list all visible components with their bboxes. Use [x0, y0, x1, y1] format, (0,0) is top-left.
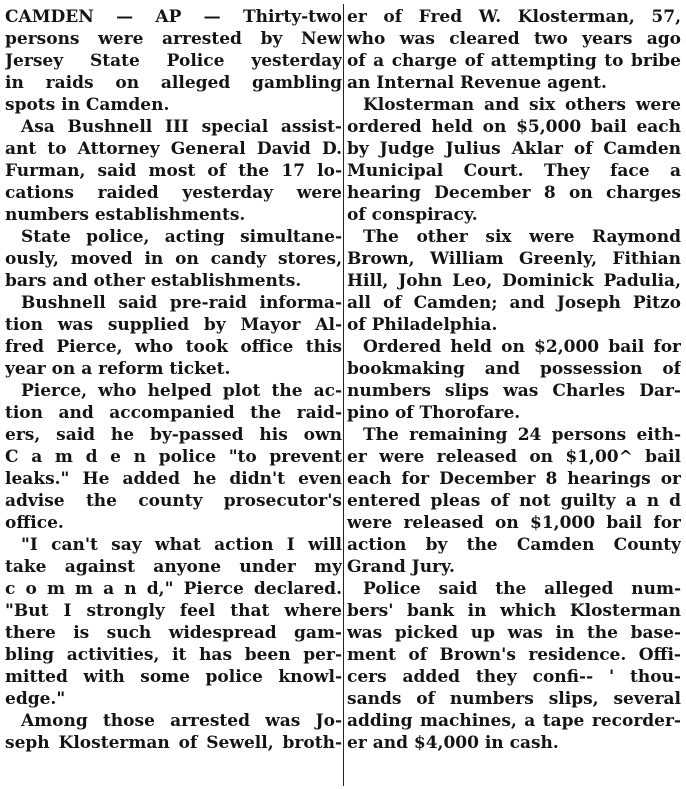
left-column [5, 6, 342, 754]
text-line: bling activities, it has been per- [5, 645, 342, 665]
text-line: Grand Jury. [347, 557, 455, 577]
text-line: all of Camden; and Joseph Pitzo [347, 293, 681, 313]
text-line: leaks." He added he didn't even [5, 469, 342, 489]
text-line: seph Klosterman of Sewell, broth- [5, 733, 342, 753]
text-line: "I can't say what action I will [21, 535, 342, 555]
text-line: by Judge Julius Aklar of Camden [347, 139, 681, 159]
text-line: Klosterman and six others were [363, 95, 681, 115]
text-line: in raids on alleged gambling [5, 73, 342, 93]
text-line: C a m d e n police "to prevent [5, 447, 342, 467]
text-line: Bushnell said pre-raid informa- [21, 293, 342, 313]
text-line: numbers slips was Charles Dar- [347, 381, 681, 401]
text-line: Ordered held on $2,000 bail for [363, 337, 681, 357]
text-line: ant to Attorney General David D. [5, 139, 342, 159]
right-column [347, 6, 681, 754]
text-line: of Philadelphia. [347, 315, 498, 335]
text-line: Among those arrested was Jo- [21, 711, 342, 731]
text-line: The remaining 24 persons eith- [363, 425, 681, 445]
text-line: tion was supplied by Mayor Al- [5, 315, 342, 335]
text-line: take against anyone under my [5, 557, 342, 577]
text-line: who was cleared two years ago [347, 29, 681, 49]
text-line: hearing December 8 on charges [347, 183, 681, 203]
text-line: ment of Brown's residence. Offi- [347, 645, 681, 665]
text-line: an Internal Revenue agent. [347, 73, 607, 93]
text-line: mitted with some police knowl- [5, 667, 342, 687]
text-line: there is such widespread gam- [5, 623, 342, 643]
text-line: Furman, said most of the 17 lo- [5, 161, 342, 181]
text-line: persons were arrested by New [5, 29, 342, 49]
text-line: Pierce, who helped plot the ac- [21, 381, 342, 401]
text-line: each for December 8 hearings or [347, 469, 681, 489]
text-line: Municipal Court. They face a [347, 161, 681, 181]
text-line: er of Fred W. Klosterman, 57, [347, 7, 681, 27]
text-line: advise the county prosecutor's [5, 491, 342, 511]
text-line: Jersey State Police yesterday [5, 51, 342, 71]
text-line: cers added they confi-- ' thou- [347, 667, 681, 687]
text-line: Hill, John Leo, Dominick Padulia, [347, 271, 681, 291]
text-line: of a charge of attempting to bribe [347, 51, 681, 71]
text-line: bars and other establishments. [5, 271, 302, 291]
text-line: cations raided yesterday were [5, 183, 342, 203]
text-line: were released on $1,000 bail for [347, 513, 681, 533]
text-line: ers, said he by-passed his own [5, 425, 342, 445]
text-line: was picked up was in the base- [347, 623, 681, 643]
text-line: spots in Camden. [5, 95, 170, 115]
text-line: "But I strongly feel that where [5, 601, 342, 621]
text-line: c o m m a n d," Pierce declared. [5, 579, 342, 599]
column-divider [343, 4, 344, 786]
text-line: pino of Thorofare. [347, 403, 521, 423]
text-line: ously, moved in on candy stores, [5, 249, 342, 269]
text-line: of conspiracy. [347, 205, 478, 225]
text-line: action by the Camden County [347, 535, 681, 555]
text-line: numbers establishments. [5, 205, 246, 225]
text-line: year on a reform ticket. [5, 359, 231, 379]
text-line: CAMDEN — AP — Thirty-two [5, 7, 342, 27]
text-line: Asa Bushnell III special assist- [21, 117, 342, 137]
text-line: bers' bank in which Klosterman [347, 601, 681, 621]
text-line: edge." [5, 689, 66, 709]
text-line: adding machines, a tape recorder- [347, 711, 681, 731]
text-line: Police said the alleged num- [363, 579, 681, 599]
text-line: State police, acting simultane- [21, 227, 342, 247]
text-line: sands of numbers slips, several [347, 689, 681, 709]
text-line: Brown, William Greenly, Fithian [347, 249, 681, 269]
text-line: bookmaking and possession of [347, 359, 681, 379]
text-line: er were released on $1,00^ bail [347, 447, 681, 467]
text-line: tion and accompanied the raid- [5, 403, 342, 423]
text-line: entered pleas of not guilty a n d [347, 491, 681, 511]
text-line: office. [5, 513, 64, 533]
text-line: fred Pierce, who took office this [5, 337, 342, 357]
text-line: er and $4,000 in cash. [347, 733, 559, 753]
text-line: ordered held on $5,000 bail each [347, 117, 681, 137]
text-line: The other six were Raymond [363, 227, 681, 247]
